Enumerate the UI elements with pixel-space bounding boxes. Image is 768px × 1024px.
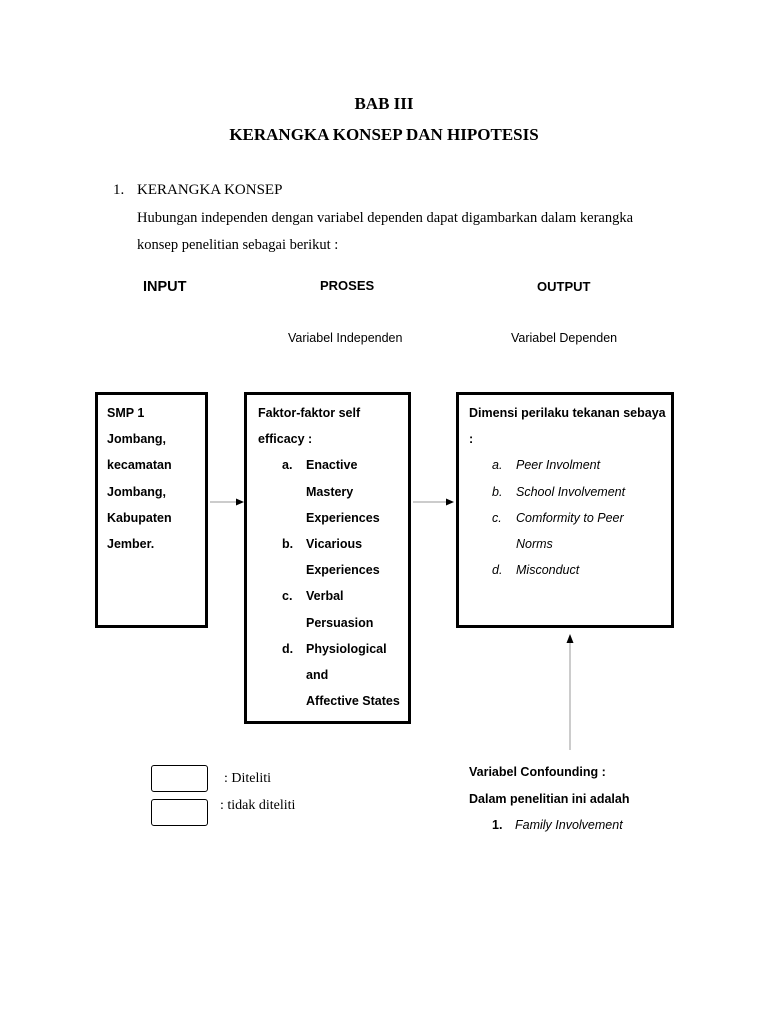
output-header: OUTPUT — [537, 279, 591, 294]
item-line: Misconduct — [516, 563, 580, 578]
arrow-confounding-to-output — [567, 634, 574, 750]
proses-header: PROSES — [320, 278, 375, 293]
input-line: SMP 1 — [107, 406, 145, 420]
input-line: Jombang, — [107, 432, 167, 447]
item-marker: d. — [492, 563, 503, 578]
proses-line: efficacy : — [258, 432, 313, 447]
output-heading: Dimensi perilaku tekanan sebaya : — [469, 406, 666, 447]
chapter-title: KERANGKA KONSEP DAN HIPOTESIS — [229, 125, 539, 144]
intro-line-2: konsep penelitian sebagai berikut : — [137, 237, 339, 253]
item-line: Experiences — [306, 510, 380, 525]
input-line: kecamatan — [107, 458, 172, 473]
section-heading: KERANGKA KONSEP — [137, 182, 283, 198]
input-line: Jombang, — [107, 484, 167, 499]
item-marker: c. — [282, 589, 293, 604]
confounding-heading: Variabel Confounding : — [469, 765, 606, 779]
arrow-proses-to-output — [413, 499, 454, 506]
arrow-input-to-proses — [210, 499, 244, 506]
item-marker: c. — [492, 510, 502, 525]
item-marker: b. — [282, 537, 294, 552]
item-marker: a. — [492, 458, 503, 473]
chapter-number: BAB III — [354, 94, 414, 113]
item-line: Physiological and — [306, 641, 387, 683]
confounding-item: Family Involvement — [515, 818, 623, 832]
intro-line-1: Hubungan independen dengan variabel dependen dapat digambarkan dalam kerangka — [137, 210, 634, 226]
item-line: Affective States — [306, 694, 400, 709]
item-marker: b. — [492, 484, 503, 499]
input-line: Jember. — [107, 537, 155, 552]
item-marker: d. — [282, 641, 294, 656]
item-line: Vicarious — [306, 537, 363, 552]
independen-label: Variabel Independen — [288, 331, 403, 345]
item-line: Mastery — [306, 484, 354, 499]
legend-box-diteliti — [151, 765, 208, 792]
section-number: 1. — [113, 182, 125, 198]
item-line: Experiences — [306, 563, 380, 578]
confounding-item-marker: 1. — [492, 818, 503, 832]
item-line: Persuasion — [306, 615, 374, 630]
item-line: Norms — [516, 537, 553, 552]
proses-line: Faktor-faktor self — [258, 406, 361, 420]
legend-tidak-diteliti: : tidak diteliti — [220, 798, 296, 813]
item-line: Comformity to Peer — [516, 510, 624, 525]
input-line: Kabupaten — [107, 510, 172, 525]
legend-box-tidak-diteliti — [151, 799, 208, 826]
confounding-line: Dalam penelitian ini adalah — [469, 792, 630, 806]
item-marker: a. — [282, 458, 293, 473]
item-line: Verbal — [306, 589, 344, 604]
item-line: Enactive — [306, 458, 358, 473]
legend-diteliti: : Diteliti — [224, 771, 272, 786]
input-header: INPUT — [143, 279, 187, 295]
dependen-label: Variabel Dependen — [511, 331, 618, 345]
item-line: School Involvement — [516, 484, 626, 499]
item-line: Peer Involment — [516, 458, 601, 473]
